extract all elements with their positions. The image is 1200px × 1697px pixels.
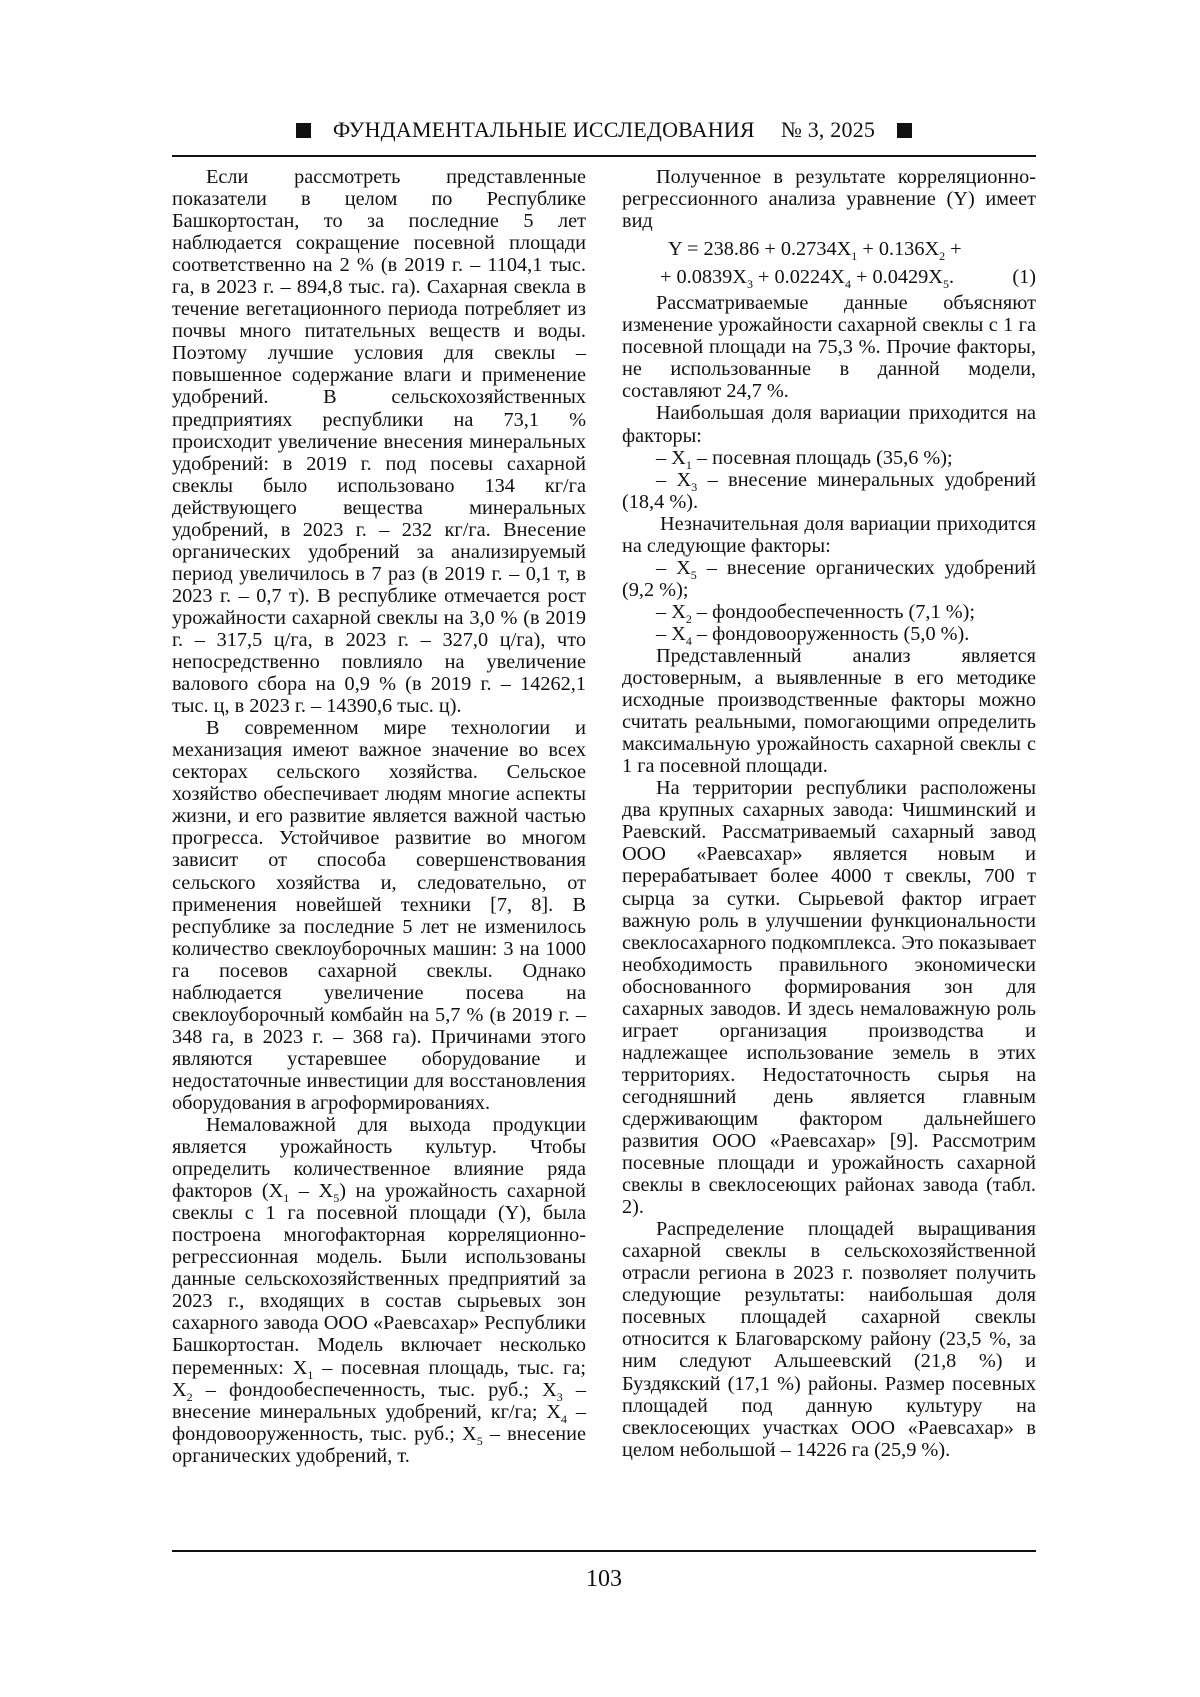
regression-equation [622,238,1036,292]
list-item: – $X_3$ – внесение минеральных удобрений (18,4 %). [622,468,1036,513]
footer-rule [172,1550,1036,1552]
square-bullet-icon [296,123,311,138]
left-column [172,166,586,1467]
page-number: 103 [586,1566,622,1592]
paragraph: На территории республики расположены два крупных сахарных завода: Чишминский и Раевский. Рассматриваемый сахарный завод ООО «Раевсахар» является новым и перерабатывает более 4000 т свеклы, 700 т сырца за сутки. Сырьевой фактор играет важную роль в улучшении функциональности свеклосахарного подкомплекса. Это показывает необходимость правильного экономически обоснованного формирования зон для сахарных заводов. И здесь немаловажную роль играет организация производства и надлежащее использование земель в этих территориях. Недостаточность сырья на сегодняшний день является главным сдерживающим фактором дальнейшего развития ООО «Раевсахар» [9]. Рассмотрим посевные площади и урожайность сахарной свеклы в свеклосеющих районах завода (табл. 2). [622,777,1036,1219]
list-item: – $X_2$ – фондообеспеченность (7,1 %); [656,600,975,626]
paragraph: Представленный анализ является достоверным, а выявленные в его методике исходные производственные факторы можно считать реальными, помогающими определить максимальную урожайность сахарной свеклы с 1 га посевной площади. [622,644,1036,778]
list-item: – $X_5$ – внесение органических удобрений (9,2 %); [622,556,1036,601]
right-column [622,166,1036,1461]
issue-number: № 3, 2025 [780,117,876,142]
list-item: – $X_1$ – посевная площадь (35,6 %); [656,446,953,472]
paragraph: Наибольшая доля вариации приходится на факторы: [622,402,1036,447]
running-header [172,112,1036,148]
paragraph: Полученное в результате корреляционно-регрессионного анализа уравнение (Y) имеет вид [622,166,1036,233]
paragraph: В современном мире технологии и механизация имеют важное значение во всех секторах сельского хозяйства. Сельское хозяйство обеспечивает людям многие аспекты жизни, и его развитие является важной частью прогресса. Устойчивое развитие во многом зависит от способа совершенствования сельского хозяйства и, следовательно, от применения новейшей техники [7, 8]. В республике за последние 5 лет не изменилось количество свеклоуборочных машин: 3 на 1000 га посевов сахарной свеклы. Однако наблюдается увеличение посева на свеклоуборочный комбайн на 5,7 % (в 2019 г. – 348 га, в 2023 г. – 368 га). Причинами этого являются устаревшее оборудование и недостаточные инвестиции для восстановления оборудования в агроформированиях. [172,717,586,1114]
list-item: – $X_4$ – фондовооруженность (5,0 %). [656,622,970,648]
paragraph: Незначительная доля вариации приходится на следующие факторы: [622,512,1036,557]
equation-line-1: $Y = 238.86 + 0.2734X_1 + 0.136X_2$ + [668,238,962,264]
journal-title: ФУНДАМЕНТАЛЬНЫЕ ИССЛЕДОВАНИЯ [332,117,755,142]
square-bullet-icon [897,123,912,138]
paragraph: Рассматриваемые данные объясняют изменение урожайности сахарной свеклы с 1 га посевной площади на 75,3 %. Прочие факторы, не использованные в данной модели, составляют 24,7 %. [622,292,1036,403]
paragraph: Распределение площадей выращивания сахарной свеклы в сельскохозяйственной отрасли региона в 2023 г. позволяет получить следующие результаты: наибольшая доля посевных площадей сахарной свеклы относится к Благоварскому району (23,5 %, за ним следуют Альшеевский (21,8 %) и Буздякский (17,1 %) районы. Размер посевных площадей под данную культуру на свеклосеющих участках ООО «Раевсахар» в целом небольшой – 14226 га (25,9 %). [622,1218,1036,1461]
header-rule [172,155,1036,157]
equation-number: (1) [1012,266,1036,289]
equation-line-2: + $0.0839X_3 + 0.0224X_4 + 0.0429X_5$. (1) [660,266,1036,292]
paragraph: Если рассмотреть представленные показатели в целом по Республике Башкортостан, то за последние 5 лет наблюдается сокращение посевной площади соответственно на 2 % (в 2019 г. – 1104,1 тыс. га, в 2023 г. – 894,8 тыс. га). Сахарная свекла в течение вегетационного периода потребляет из почвы много питательных веществ и воды. Поэтому лучшие условия для свеклы – повышенное содержание влаги и применение удобрений. В сельскохозяйственных предприятиях республики на 73,1 % происходит увеличение внесения минеральных удобрений: в 2019 г. под посевы сахарной свеклы было использовано 134 кг/га действующего вещества минеральных удобрений, в 2023 г. – 232 кг/га. Внесение органических удобрений за анализируемый период увеличилось в 7 раз (в 2019 г. – 0,1 т, в 2023 г. – 0,7 т). В республике отмечается рост урожайности сахарной свеклы на 3,0 % (в 2019 г. – 317,5 ц/га, в 2023 г. – 327,0 ц/га), что непосредственно повлияло на увеличение валового сбора на 0,9 % (в 2019 г. – 14262,1 тыс. ц, в 2023 г. – 14390,6 тыс. ц). [172,166,586,718]
paragraph: Немаловажной для выхода продукции является урожайность культур. Чтобы определить количественное влияние ряда факторов $(X_1 - X_5)$ на урожайность сахарной свеклы с 1 га посевной площади (Y), была построена многофакторная корреляционно-регрессионная модель. Были использованы данные сельскохозяйственных предприятий за 2023 г., входящих в состав сырьевых зон сахарного завода ООО «Раевсахар» Республики Башкортостан. Модель включает несколько переменных: $X_1$ – посевная площадь, тыс. га; $X_2$ – фондообеспеченность, тыс. руб.; $X_3$ – внесение минеральных удобрений, кг/га; $X_4$ – фондовооруженность, тыс. руб.; $X_5$ – внесение органических удобрений, т. [172,1114,586,1467]
